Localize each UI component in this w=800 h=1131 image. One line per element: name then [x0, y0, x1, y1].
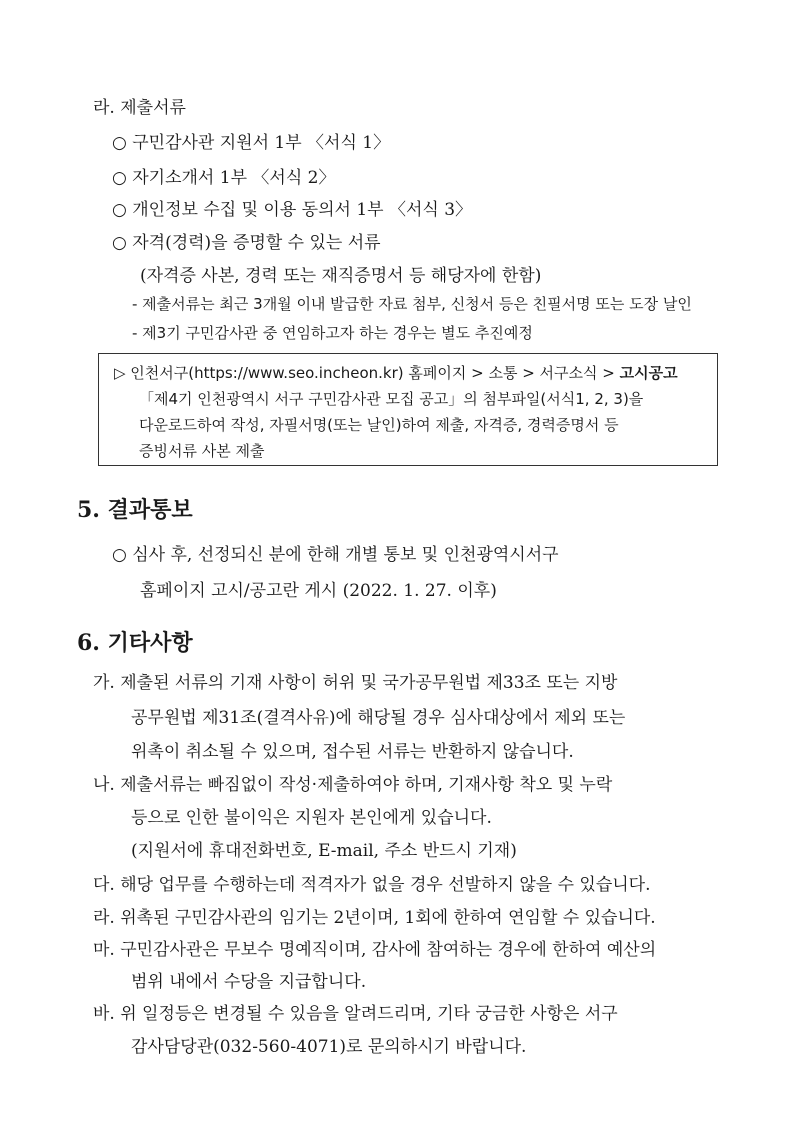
paragraph-line: 홈페이지 고시/공고란 게시 (2022. 1. 27. 이후)	[140, 581, 497, 601]
paragraph-line: 등으로 인한 불이익은 지원자 본인에게 있습니다.	[131, 808, 492, 828]
list-item: ○ 자기소개서 1부 〈서식 2〉	[112, 168, 336, 188]
note-box-line: 「제4기 인천광역시 서구 구민감사관 모집 공고」의 첨부파일(서식1, 2, 3)을	[139, 390, 644, 408]
paragraph-line: 마. 구민감사관은 무보수 명예직이며, 감사에 참여하는 경우에 한하여 예산의	[93, 940, 657, 960]
paragraph-line: 바. 위 일정등은 변경될 수 있음을 알려드리며, 기타 궁금한 사항은 서구	[93, 1004, 618, 1024]
list-item: ○ 구민감사관 지원서 1부 〈서식 1〉	[112, 133, 391, 153]
note-box-line: 다운로드하여 작성, 자필서명(또는 날인)하여 제출, 자격증, 경력증명서 등	[139, 416, 619, 434]
subsection-title: 라. 제출서류	[93, 98, 186, 118]
note-box-link-path: ▷ 인천서구(https://www.seo.incheon.kr) 홈페이지 > 소통 > 서구소식 >	[114, 364, 620, 382]
paragraph-line: 범위 내에서 수당을 지급합니다.	[131, 972, 367, 992]
dash-note: - 제3기 구민감사관 중 연임하고자 하는 경우는 별도 추진예정	[132, 324, 533, 342]
paragraph-line: ○ 심사 후, 선정되신 분에 한해 개별 통보 및 인천광역시서구	[112, 545, 559, 565]
paragraph-line: (지원서에 휴대전화번호, E-mail, 주소 반드시 기재)	[131, 841, 517, 861]
note-box-line: 증빙서류 사본 제출	[139, 442, 265, 460]
section-title: 6. 기타사항	[77, 630, 193, 656]
paragraph-line: 감사담당관(032-560-4071)로 문의하시기 바랍니다.	[131, 1037, 527, 1057]
paragraph-line: 위촉이 취소될 수 있으며, 접수된 서류는 반환하지 않습니다.	[131, 742, 574, 762]
paragraph-line: 다. 해당 업무를 수행하는데 적격자가 없을 경우 선발하지 않을 수 있습니다.	[93, 875, 651, 895]
section-title: 5. 결과통보	[77, 497, 193, 523]
paragraph-line: 나. 제출서류는 빠짐없이 작성·제출하여야 하며, 기재사항 착오 및 누락	[93, 775, 613, 795]
note-box-bold: 고시공고	[619, 364, 678, 382]
dash-note: - 제출서류는 최근 3개월 이내 발급한 자료 첨부, 신청서 등은 친필서명 또는 도장 날인	[132, 295, 692, 313]
paragraph-line: 가. 제출된 서류의 기재 사항이 허위 및 국가공무원법 제33조 또는 지방	[93, 673, 618, 693]
paragraph-line: 라. 위촉된 구민감사관의 임기는 2년이며, 1회에 한하여 연임할 수 있습니다.	[93, 908, 656, 928]
list-item: ○ 자격(경력)을 증명할 수 있는 서류	[112, 233, 381, 253]
list-item: ○ 개인정보 수집 및 이용 동의서 1부 〈서식 3〉	[112, 200, 473, 220]
list-item-note: (자격증 사본, 경력 또는 재직증명서 등 해당자에 한함)	[140, 266, 542, 286]
paragraph-line: 공무원법 제31조(결격사유)에 해당될 경우 심사대상에서 제외 또는	[131, 708, 626, 728]
note-box-line	[114, 362, 678, 383]
